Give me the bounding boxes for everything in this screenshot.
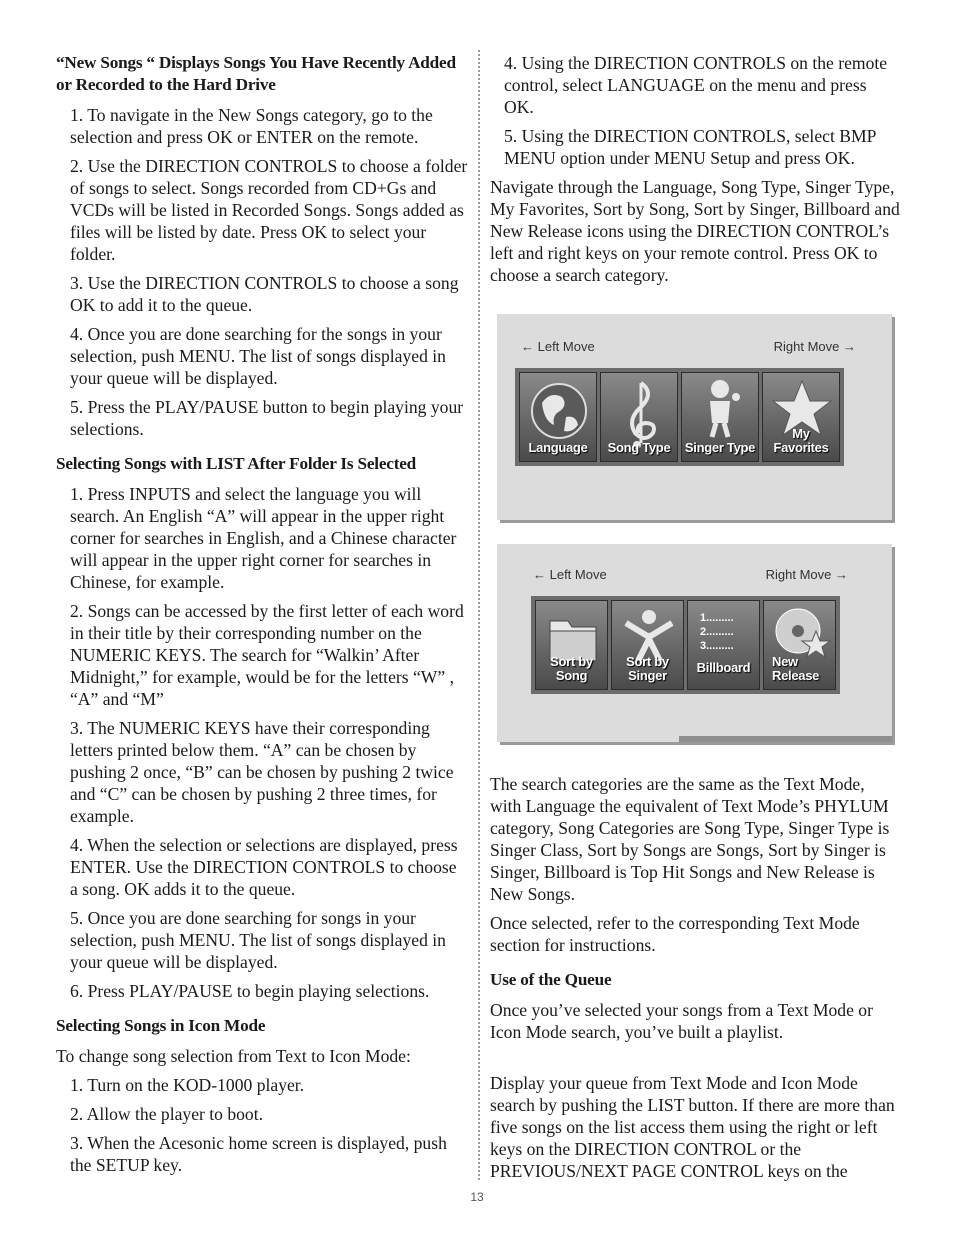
song-type-icon[interactable] — [600, 372, 678, 462]
heading-use-of-queue: Use of the Queue — [490, 970, 612, 989]
billboard-icon[interactable] — [687, 600, 760, 690]
categories-paragraph: The search categories are the same as the Text Mode, with Language the equivalent of Text Mode’s PHYLUM category, Song Categories are Song Type, Singer Type is Singer Class, Sort by Songs are Songs, Sort by Singer is Singer, Billboard is Top Hit Songs and New Release is New Songs. — [490, 774, 890, 904]
billboard-label: Billboard — [696, 660, 751, 675]
step: 6. Press PLAY/PAUSE to begin playing selections. — [70, 981, 430, 1001]
sort-by-singer-label: Sort by Singer — [626, 654, 669, 683]
singer-type-label: Singer Type — [684, 440, 756, 455]
queue-paragraph-2: Display your queue from Text Mode and Icon Mode search by pushing the LIST button. If there are more than five songs on the list access them using the right or left keys on the DIRECTION CONTROL or the PREVIOUS/NEXT PAGE CONTROL keys on the — [490, 1073, 895, 1181]
step: 5. Once you are done searching for songs in your selection, push MENU. The list of songs displayed in your queue will be displayed. — [70, 908, 446, 972]
my-favorites-label: My Favorites — [773, 426, 829, 455]
once-selected-paragraph: Once selected, refer to the corresponding Text Mode section for instructions. — [490, 913, 860, 955]
heading-list-after-folder: Selecting Songs with LIST After Folder Is Selected — [56, 454, 417, 473]
list-steps — [56, 483, 468, 1002]
language-label: Language — [528, 440, 588, 455]
sort-by-singer-icon[interactable] — [611, 600, 684, 690]
icon-menu-screenshot-2 — [497, 544, 892, 742]
billboard-list: 1......... 2......... 3......... — [700, 612, 734, 652]
step: 3. Use the DIRECTION CONTROLS to choose a song OK to add it to the queue. — [70, 273, 459, 315]
right-move-label: Right Move → — [773, 339, 856, 354]
left-move-label: ← Left Move — [533, 567, 607, 582]
step: 1. Press INPUTS and select the language you will search. An English “A” will appear in the upper right corner for searches in English, and a Chinese character will appear in the upper right corner for searches in Chinese, for example. — [70, 484, 457, 592]
right-column-top — [490, 52, 900, 293]
step: 1. To navigate in the New Songs category, go to the selection and press OK or ENTER on the remote. — [70, 105, 433, 147]
sort-by-song-label: Sort by Song — [550, 654, 593, 683]
heading-new-songs: “New Songs “ Displays Songs You Have Recently Added or Recorded to the Hard Drive — [56, 53, 456, 94]
icon-row-2 — [531, 596, 840, 694]
step: 4. When the selection or selections are displayed, press ENTER. Use the DIRECTION CONTROLS to choose a song. OK adds it to the queue. — [70, 835, 458, 899]
new-songs-steps — [56, 104, 468, 440]
continued-steps — [490, 52, 900, 169]
new-release-label: New Release — [772, 654, 820, 683]
step: 4. Using the DIRECTION CONTROLS on the remote control, select LANGUAGE on the menu and press OK. — [504, 53, 888, 117]
left-column — [56, 52, 468, 1183]
queue-paragraph-1: Once you’ve selected your songs from a Text Mode or Icon Mode search, you’ve built a playlist. — [490, 1000, 873, 1042]
singer-type-icon[interactable] — [681, 372, 759, 462]
step: 3. When the Acesonic home screen is displayed, push the SETUP key. — [70, 1133, 447, 1175]
new-release-icon[interactable] — [763, 600, 836, 690]
right-column-bottom — [490, 773, 900, 1189]
right-move-label: Right Move → — [765, 567, 848, 582]
my-favorites-icon[interactable] — [762, 372, 840, 462]
step: 4. Once you are done searching for the songs in your selection, push MENU. The list of songs displayed in your queue will be displayed. — [70, 324, 446, 388]
left-move-label: ← Left Move — [521, 339, 595, 354]
sort-by-song-icon[interactable] — [535, 600, 608, 690]
step: 3. The NUMERIC KEYS have their corresponding letters printed below them. “A” can be chosen by pushing 2 once, “B” can be chosen by pushing 2 twice and “C” can be chosen by pushing 2 three times, for example. — [70, 718, 454, 826]
step: 2. Allow the player to boot. — [70, 1104, 264, 1124]
step: 5. Using the DIRECTION CONTROLS, select BMP MENU option under MENU Setup and press OK. — [504, 126, 876, 168]
step: 1. Turn on the KOD-1000 player. — [70, 1075, 305, 1095]
navigate-paragraph: Navigate through the Language, Song Type, Singer Type, My Favorites, Sort by Song, Sort by Singer, Billboard and New Release icons using the DIRECTION CONTROL’s left and right keys on your remote control. Press OK to choose a search category. — [490, 177, 900, 285]
page-number: 13 — [470, 1190, 484, 1204]
column-divider — [478, 50, 480, 1180]
icon-row-1 — [515, 368, 844, 466]
icon-mode-steps — [56, 1074, 468, 1176]
language-icon[interactable] — [519, 372, 597, 462]
step: 5. Press the PLAY/PAUSE button to begin playing your selections. — [70, 397, 464, 439]
heading-icon-mode: Selecting Songs in Icon Mode — [56, 1016, 266, 1035]
icon-mode-intro: To change song selection from Text to Icon Mode: — [56, 1046, 411, 1066]
icon-menu-screenshot-1 — [497, 314, 892, 520]
step: 2. Use the DIRECTION CONTROLS to choose a folder of songs to select. Songs recorded from CD+Gs and VCDs will be listed in Recorded Songs. Songs added as files will be listed by date. Press OK to select your folder. — [70, 156, 468, 264]
step: 2. Songs can be accessed by the first letter of each word in their title by their corresponding number on the NUMERIC KEYS. The search for “Walkin’ After Midnight,” for example, would be for the letters “W” , “A” and “M” — [70, 601, 464, 709]
song-type-label: Song Type — [607, 440, 671, 455]
